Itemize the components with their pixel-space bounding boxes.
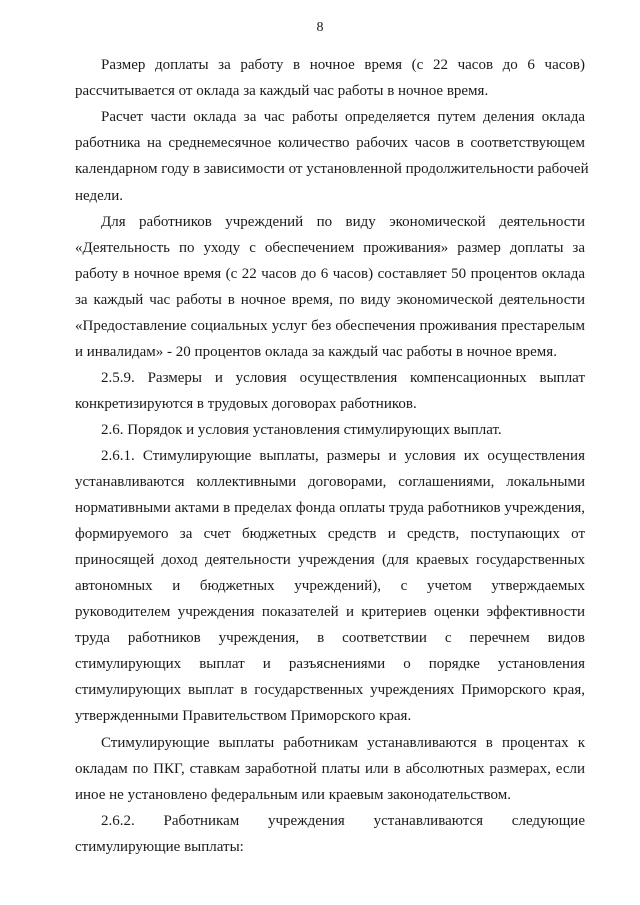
text-line: стимулирующие выплаты: bbox=[75, 839, 244, 855]
text-line: Размер доплаты за работу в ночное время (с 22 часов до 6 часов) bbox=[101, 57, 585, 73]
text-line: стимулирующих выплат и разъяснениями о порядке установления bbox=[75, 656, 585, 672]
text-line: 2.6. Порядок и условия установления стимулирующих выплат. bbox=[101, 422, 502, 438]
text-line: устанавливаются коллективными договорами, соглашениями, локальными bbox=[75, 474, 585, 490]
text-line: автономных и бюджетных учреждений), с учетом утверждаемых bbox=[75, 578, 585, 594]
text-line: рассчитывается от оклада за каждый час работы в ночное время. bbox=[75, 83, 489, 99]
text-line: работу в ночное время (с 22 часов до 6 часов) составляет 50 процентов оклада bbox=[75, 266, 585, 282]
page-number: 8 bbox=[316, 20, 324, 35]
text-line: 2.5.9. Размеры и условия осуществления компенсационных выплат bbox=[101, 370, 585, 386]
text-line: формируемого за счет бюджетных средств и средств, поступающих от bbox=[75, 526, 585, 542]
text-line: календарном году в зависимости от установленной продолжительности рабочей bbox=[75, 161, 589, 177]
text-line: утвержденными Правительством Приморского края. bbox=[75, 708, 412, 724]
text-line: окладам по ПКГ, ставкам заработной платы или в абсолютных размерах, если bbox=[75, 761, 585, 777]
text-line: недели. bbox=[75, 188, 124, 204]
text-line: труда работников учреждения, в соответствии с перечнем видов bbox=[75, 630, 585, 646]
text-line: конкретизируются в трудовых договорах работников. bbox=[75, 396, 417, 412]
text-line: работника на среднемесячное количество рабочих часов в соответствующем bbox=[75, 135, 585, 151]
text-line: стимулирующих выплат в государственных учреждениях Приморского края, bbox=[75, 682, 585, 698]
text-line: и инвалидам» - 20 процентов оклада за каждый час работы в ночное время. bbox=[75, 344, 557, 360]
text-line: за каждый час работы в ночное время, по виду экономической деятельности bbox=[75, 292, 585, 308]
text-line: «Предоставление социальных услуг без обеспечения проживания престарелым bbox=[75, 318, 585, 334]
text-line: Расчет части оклада за час работы определяется путем деления оклада bbox=[101, 109, 585, 125]
text-line: руководителем учреждения показателей и критериев оценки эффективности bbox=[75, 604, 585, 620]
text-line: Стимулирующие выплаты работникам устанавливаются в процентах к bbox=[101, 735, 585, 751]
text-line: приносящей доход деятельности учреждения (для краевых государственных bbox=[75, 552, 585, 568]
text-line: Для работников учреждений по виду экономической деятельности bbox=[101, 214, 585, 230]
text-line: 2.6.2. Работникам учреждения устанавливаются следующие bbox=[101, 813, 585, 829]
text-line: 2.6.1. Стимулирующие выплаты, размеры и условия их осуществления bbox=[101, 448, 585, 464]
text-line: «Деятельность по уходу с обеспечением проживания» размер доплаты за bbox=[75, 240, 585, 256]
text-line: нормативными актами в пределах фонда оплаты труда работников учреждения, bbox=[75, 500, 585, 516]
text-line: иное не установлено федеральным или краевым законодательством. bbox=[75, 787, 511, 803]
